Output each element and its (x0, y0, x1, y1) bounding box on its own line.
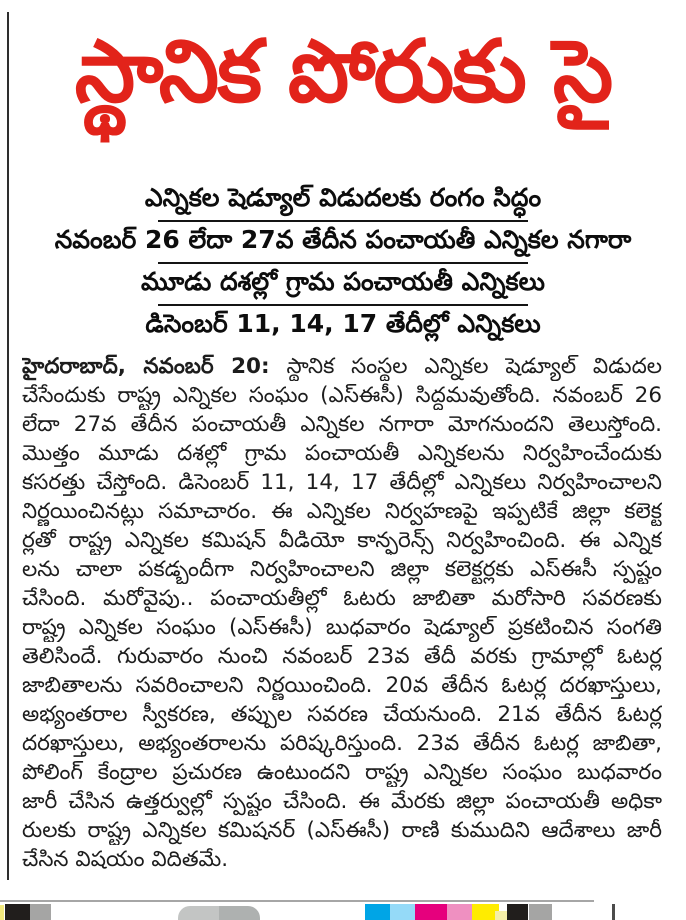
body-line: జారీ చేసిన ఉత్తర్వుల్లో స్పష్టం చేసింది. ఈ మేరకు జిల్లా పంచాయతీ అధికా (22, 789, 662, 814)
body-line (22, 352, 662, 381)
body-line-text: స్థానిక సంస్థల ఎన్నికల షెడ్యూల్ విడుదల (286, 354, 662, 379)
body-line: మొత్తం మూడు దశల్లో గ్రామ పంచాయతీ ఎన్నికలను నిర్వహించేందుకు (22, 441, 662, 466)
print-mark-gray-blob (178, 906, 260, 920)
subhead-3: మూడు దశల్లో గ్రామ పంచాయతీ ఎన్నికలు (141, 267, 545, 296)
body-line: రులకు రాష్ట్ర ఎన్నికల కమిషనర్ (ఎస్ఈసీ) రాణి కుముదిని ఆదేశాలు జారీ (22, 818, 662, 843)
print-mark-cyan (365, 904, 390, 920)
subhead-1: ఎన్నికల షెడ్యూల్ విడుదలకు రంగం సిద్ధం (144, 183, 542, 212)
print-mark-gray (529, 904, 552, 920)
print-mark-magenta (415, 904, 447, 920)
body-line: కసరత్తు చేస్తోంది. డిసెంబర్ 11, 14, 17 తేదీల్లో ఎన్నికలు నిర్వహించాలని (22, 470, 662, 495)
body-line: చేసేందుకు రాష్ట్ర ఎన్నికల సంఘం (ఎస్ఈసీ) సిద్ధమవుతోంది. నవంబర్ 26 (22, 383, 662, 408)
article-body (22, 352, 662, 874)
subhead-block (20, 180, 666, 346)
print-mark-yellow-sliver (0, 905, 4, 920)
body-line: లేదా 27వ తేదీన పంచాయతీ ఎన్నికల నగారా మోగనుందని తెలుస్తోంది. (22, 412, 662, 437)
body-line: తెలిసిందే. గురువారం నుంచి నవంబర్ 23వ తేదీ వరకు గ్రామాల్లో ఓటర్ల (22, 644, 662, 669)
body-line: దరఖాస్తులు, అభ్యంతరాలను పరిష్కరిస్తుంది. 23వ తేదీన ఓటర్ల జాబితా, (22, 731, 662, 756)
body-line: చేసిన విషయం విదితమే. (22, 847, 229, 872)
bottom-divider-line (0, 900, 594, 902)
body-line: లను చాలా పకడ్బందీగా నిర్వహించాలని జిల్లా కలెక్టర్లకు ఎస్ఈసీ స్పష్టం (22, 557, 662, 582)
body-line: జాబితాలను సవరించాలని నిర్ణయించింది. 20వ తేదీన ఓటర్ల దరఖాస్తులు, (22, 673, 662, 698)
print-mark-gray-blob-left (178, 906, 219, 920)
print-mark-pale-yellow (495, 911, 507, 920)
print-mark-gray (30, 904, 51, 920)
column-divider-line (7, 12, 9, 880)
body-line: నిర్ణయించినట్లు సమాచారం. ఈ ఎన్నికల నిర్వహణపై ఇప్పటికే జిల్లా కలెక్ట (22, 499, 662, 524)
print-mark-pink (447, 904, 472, 920)
body-line: చేసింది. మరోవైపు.. పంచాయతీల్లో ఓటరు జాబితా మరోసారి సవరణకు (22, 586, 662, 611)
print-mark-light-cyan (390, 904, 415, 920)
body-line: అభ్యంతరాల స్వీకరణ, తప్పుల సవరణ చేయనుంది. 21వ తేదీన ఓటర్ల (22, 702, 662, 727)
subhead-4: డిసెంబర్ 11, 14, 17 తేదీల్లో ఎన్నికలు (145, 309, 541, 338)
body-line: రాష్ట్ర ఎన్నికల సంఘం (ఎస్ఈసీ) బుధవారం షెడ్యూల్ ప్రకటించిన సంగతి (22, 615, 662, 640)
print-mark-black (507, 904, 528, 920)
body-line: పోలింగ్ కేంద్రాల ప్రచురణ ఉంటుందని రాష్ట్ర ఎన్నికల సంఘం బుధవారం (22, 760, 662, 785)
subhead-2: నవంబర్ 26 లేదా 27వ తేదీన పంచాయతీ ఎన్నికల నగారా (54, 225, 632, 254)
headline: స్థానిక పోరుకు సై (74, 22, 612, 122)
body-line: ర్లతో రాష్ట్ర ఎన్నికల కమిషన్ వీడియో కాన్ఫరెన్స్ నిర్వహించింది. ఈ ఎన్నిక (22, 528, 662, 553)
print-mark-register-tick (612, 904, 615, 920)
print-mark-black (5, 904, 30, 920)
dateline: హైదరాబాద్, నవంబర్ 20: (22, 354, 270, 379)
print-mark-gray-blob-right (219, 906, 260, 920)
